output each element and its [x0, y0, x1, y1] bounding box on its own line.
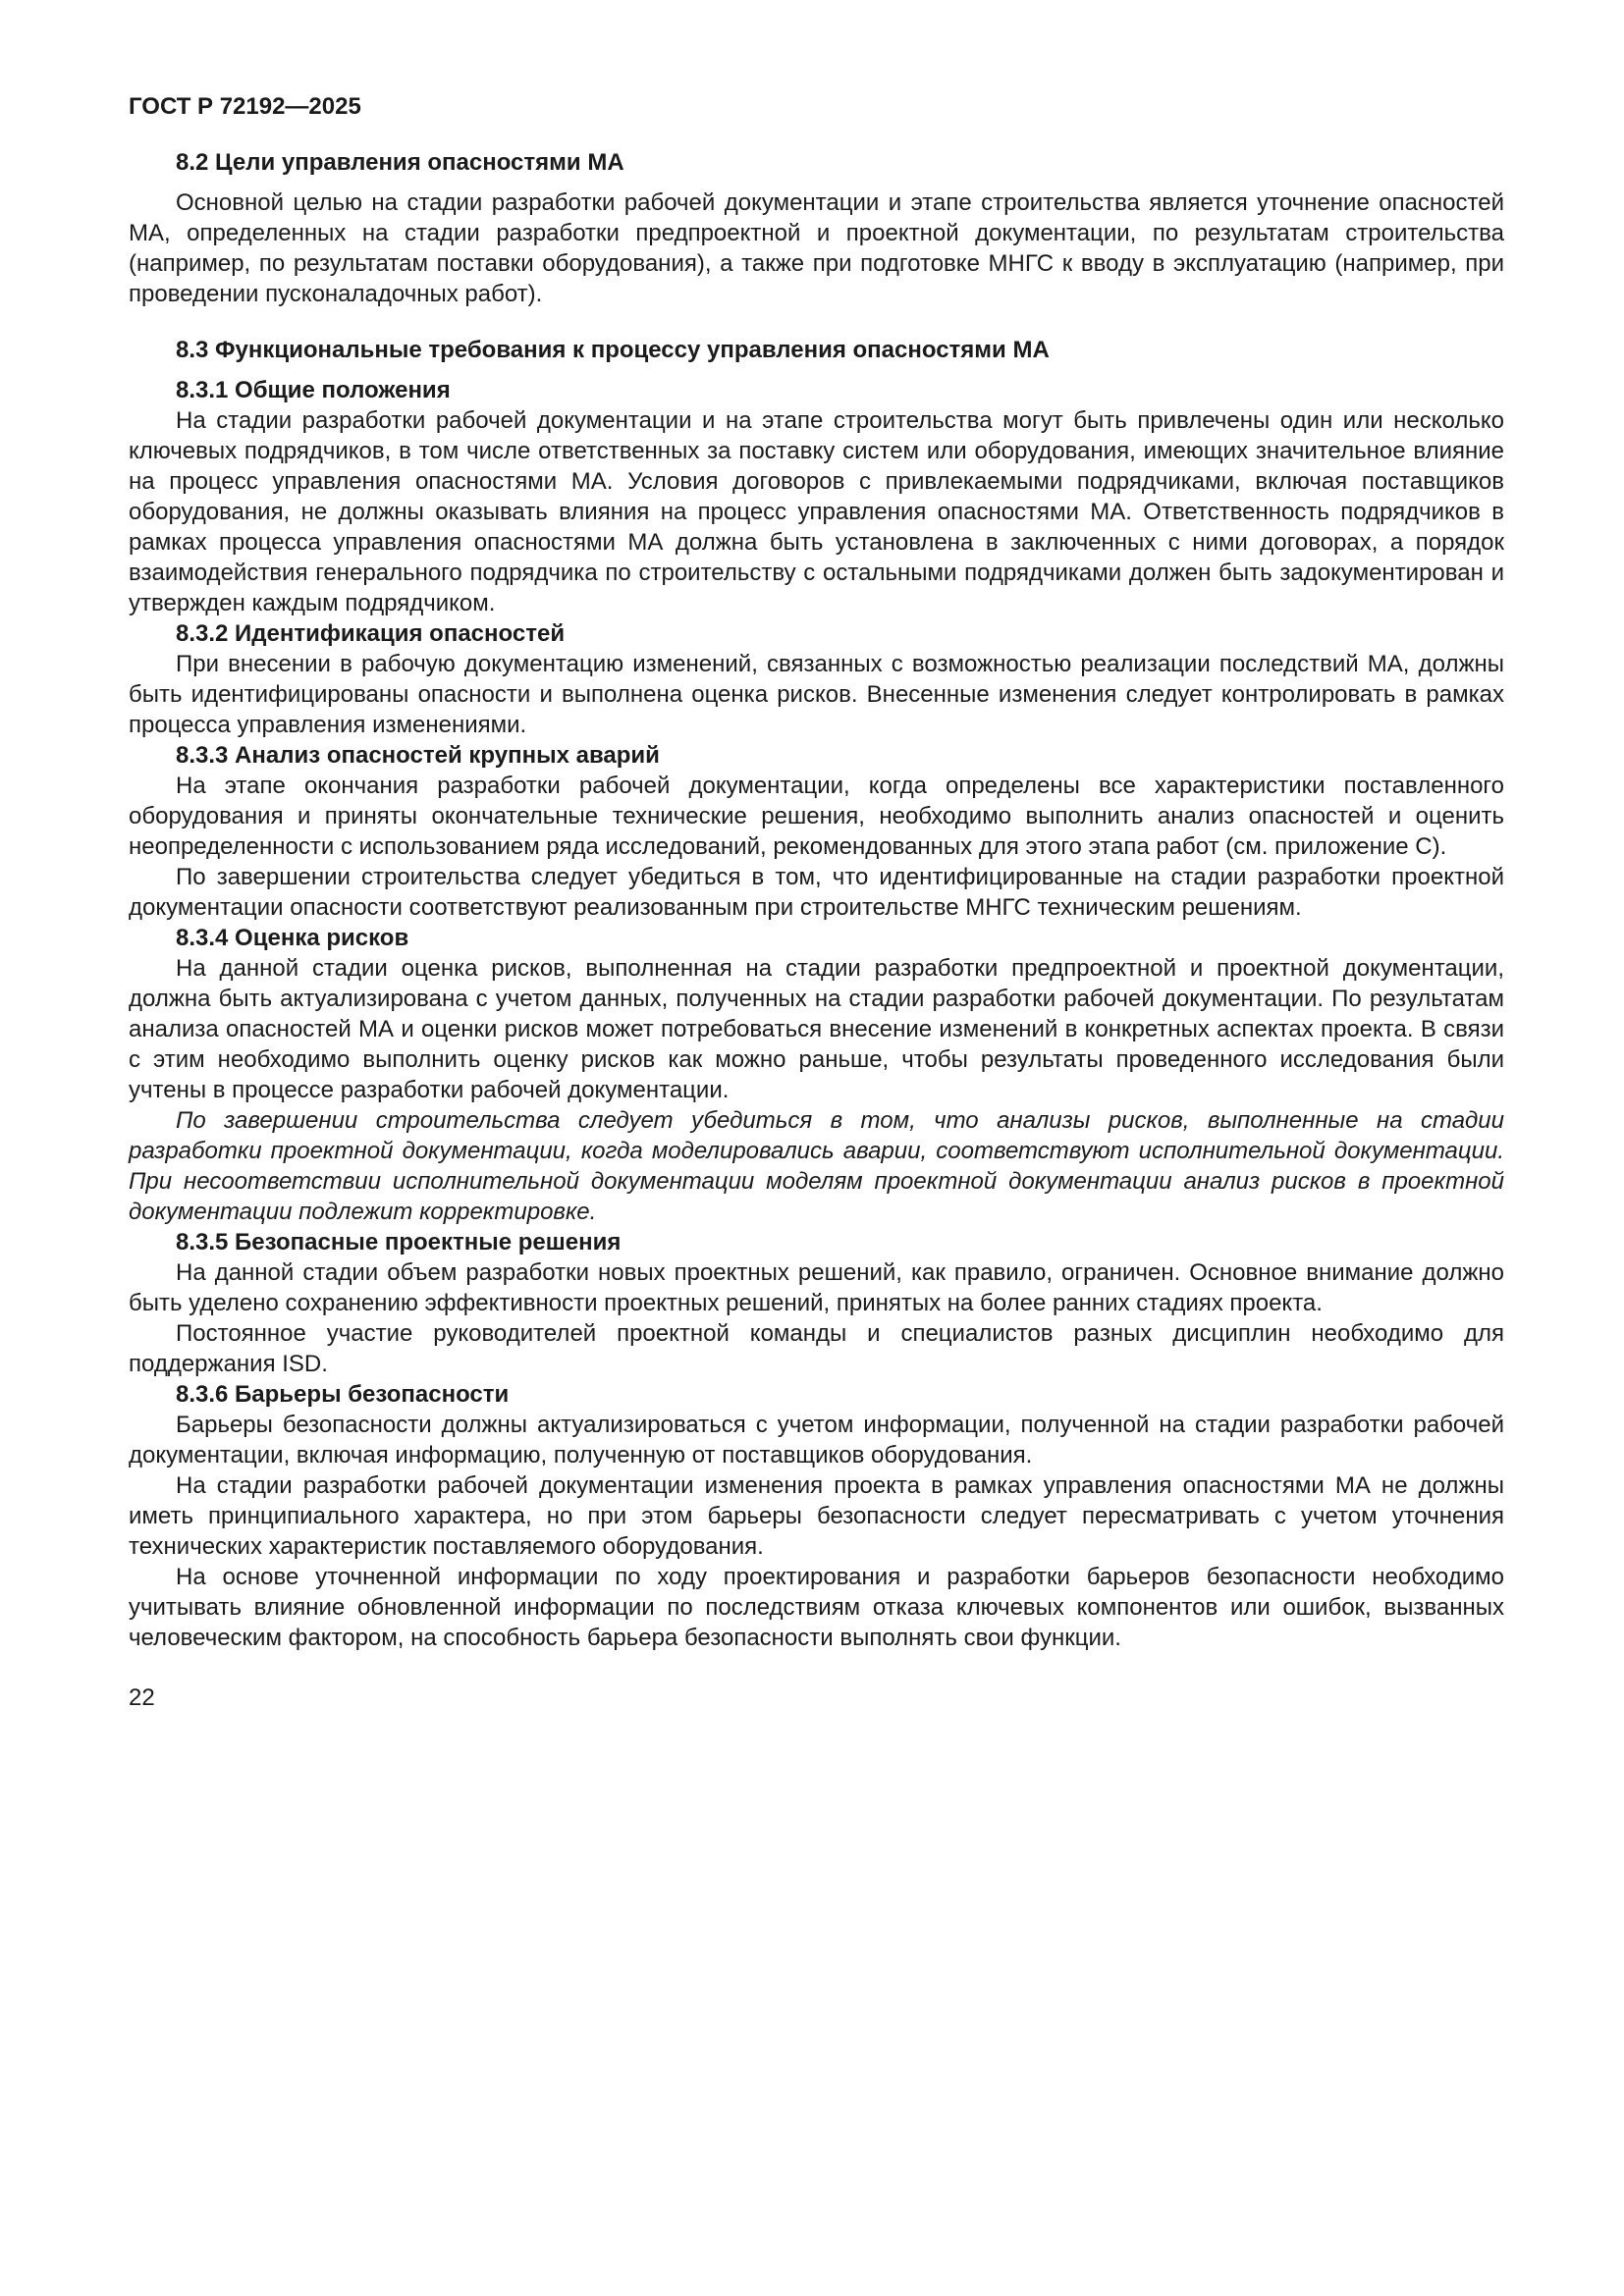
- paragraph-8-3-1-1: На стадии разработки рабочей документации и на этапе строительства могут быть привлечены один или несколько ключевых подрядчиков, в том числе ответственных за поставку систем или оборудования, имеющих значительное влияние на процесс управления опасностями МА. Условия договоров с привлекаемыми подрядчиками, включая поставщиков оборудования, не должны оказывать влияния на процесс управления опасностями МА. Ответственность подрядчиков в рамках процесса управления опасностями МА должна быть установлена в заключенных с ними договорах, а порядок взаимодействия генерального подрядчика по строительству с остальными подрядчиками должен быть задокументирован и утвержден каждым подрядчиком.: [129, 407, 1504, 616]
- section-heading-8-3-6: 8.3.6 Барьеры безопасности: [176, 1381, 510, 1408]
- paragraph-8-3-5-2: Постоянное участие руководителей проектной команды и специалистов разных дисциплин необходимо для поддержания ISD.: [129, 1320, 1504, 1377]
- section-heading-8-2: 8.2 Цели управления опасностями МА: [176, 149, 624, 176]
- section-heading-8-3: 8.3 Функциональные требования к процессу управления опасностями МА: [176, 337, 1050, 363]
- paragraph-8-3-3-2: По завершении строительства следует убедиться в том, что идентифицированные на стадии разработки проектной документации опасности соответствуют реализованным при строительстве МНГС техническим решениям.: [129, 864, 1504, 921]
- paragraph-8-3-3-1: На этапе окончания разработки рабочей документации, когда определены все характеристики поставленного оборудования и приняты окончательные технические решения, необходимо выполнить анализ опасностей и оценить неопределенности с использованием ряда исследований, рекомендованных для этого этапа работ (см. приложение С).: [129, 773, 1504, 860]
- section-heading-8-3-5: 8.3.5 Безопасные проектные решения: [176, 1229, 622, 1255]
- section-heading-8-3-1: 8.3.1 Общие положения: [176, 377, 451, 403]
- section-heading-8-3-4: 8.3.4 Оценка рисков: [176, 925, 409, 951]
- running-header: ГОСТ Р 72192—2025: [129, 93, 361, 120]
- page-number: 22: [129, 1684, 155, 1711]
- paragraph-8-3-2-1: При внесении в рабочую документацию изменений, связанных с возможностью реализации последствий МА, должны быть идентифицированы опасности и выполнена оценка рисков. Внесенные изменения следует контролировать в рамках процесса управления изменениями.: [129, 651, 1504, 738]
- paragraph-8-3-4-2-italic: По завершении строительства следует убедиться в том, что анализы рисков, выполненные на стадии разработки проектной документации, когда моделировались аварии, соответствуют исполнительной документации. При несоответствии исполнительной документации моделям проектной документации анализ рисков в проектной документации подлежит корректировке.: [129, 1107, 1504, 1225]
- paragraph-8-3-4-1: На данной стадии оценка рисков, выполненная на стадии разработки предпроектной и проектной документации, должна быть актуализирована с учетом данных, полученных на стадии разработки рабочей документации. По результатам анализа опасностей МА и оценки рисков может потребоваться внесение изменений в конкретных аспектах проекта. В связи с этим необходимо выполнить оценку рисков как можно раньше, чтобы результаты проведенного исследования были учтены в процессе разработки рабочей документации.: [129, 955, 1504, 1103]
- section-heading-8-3-2: 8.3.2 Идентификация опасностей: [176, 620, 566, 647]
- paragraph-8-3-6-3: На основе уточненной информации по ходу проектирования и разработки барьеров безопасности необходимо учитывать влияние обновленной информации по последствиям отказа ключевых компонентов или ошибок, вызванных человеческим фактором, на способность барьера безопасности выполнять свои функции.: [129, 1564, 1504, 1651]
- document-body: [129, 147, 1504, 1653]
- paragraph-8-3-6-1: Барьеры безопасности должны актуализироваться с учетом информации, полученной на стадии разработки рабочей документации, включая информацию, полученную от поставщиков оборудования.: [129, 1412, 1504, 1468]
- section-heading-8-3-3: 8.3.3 Анализ опасностей крупных аварий: [176, 742, 660, 769]
- paragraph-8-3-5-1: На данной стадии объем разработки новых проектных решений, как правило, ограничен. Основное внимание должно быть уделено сохранению эффективности проектных решений, принятых на более ранних стадиях проекта.: [129, 1259, 1504, 1316]
- paragraph-8-2-1: Основной целью на стадии разработки рабочей документации и этапе строительства является уточнение опасностей МА, определенных на стадии разработки предпроектной и проектной документации, по результатам строительства (например, по результатам поставки оборудования), а также при подготовке МНГС к вводу в эксплуатацию (например, при проведении пусконаладочных работ).: [129, 189, 1504, 307]
- paragraph-8-3-6-2: На стадии разработки рабочей документации изменения проекта в рамках управления опасностями МА не должны иметь принципиального характера, но при этом барьеры безопасности следует пересматривать с учетом уточнения технических характеристик поставляемого оборудования.: [129, 1472, 1504, 1560]
